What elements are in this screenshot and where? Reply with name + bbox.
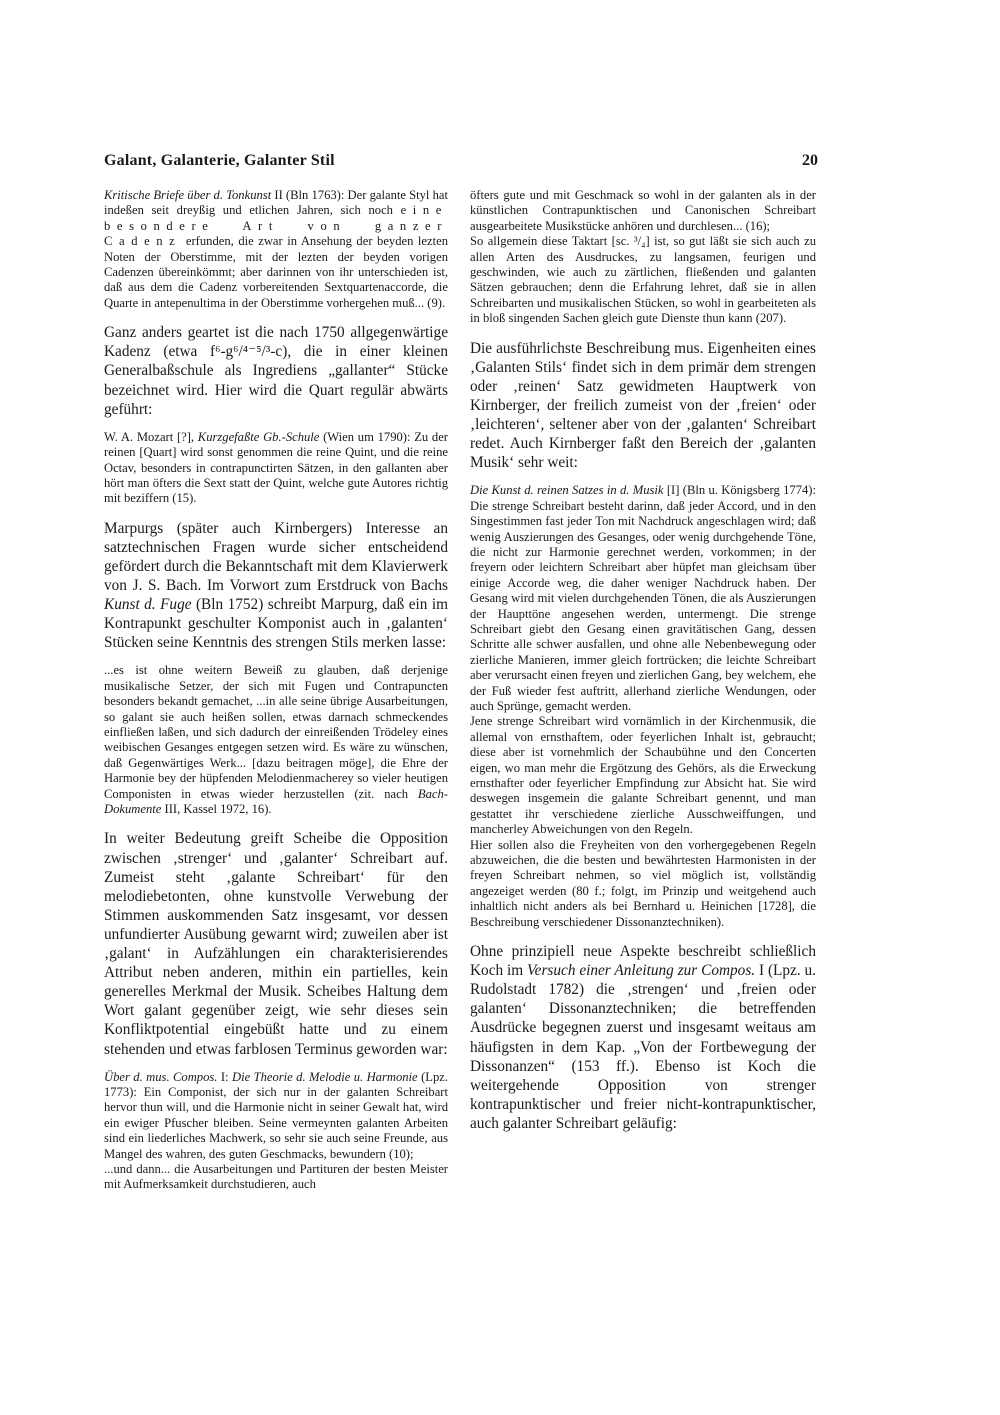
- source-title: Kritische Briefe über d. Tonkunst: [104, 188, 272, 202]
- source-title: Bach-Dokumente: [104, 786, 448, 817]
- body-paragraph-kadenz: Ganz anders geartet ist die nach 1750 allgegenwärtige Kadenz (etwa f⁶-g⁶/⁴⁻⁵/³-c), die in einer kleinen Generalbaßschule als Ingrediens „gallanter“ Stücke bezeichnet wird. Hier wird die Quart regulär abwärts geführt:: [104, 324, 448, 418]
- source-title: Kurzgefaßte Gb.-Schule: [197, 429, 320, 444]
- source-title: Über d. mus. Compos.: [104, 1069, 218, 1084]
- body-paragraph-kirnberger: Die ausführlichste Beschreibung mus. Eigenheiten eines ‚Galanten Stils‘ findet sich in dem primär dem strengen oder ‚reinen‘ Satz gewidmeten Hauptwerk von Kirnberger, der freilich zumeist von der ‚freien‘ oder ‚leichteren‘, seltener aber von der ‚galanten‘ Schreibart redet. Auch Kirnberger faßt den Bereich der ‚galanten Musik‘ sehr weit:: [470, 339, 816, 472]
- quote-kirnberger-kunst: Die Kunst d. reinen Satzes in d. Musik [I] (Bln u. Königsberg 1774): Die strenge Schreibart besteht darinn, daß jeder Accord, und in den Singestimmen fast jeder Ton mit Nachdruck angeschlagen wird; daß wenig Auszierungen des Gesanges, oder wenig durchgehende Töne, die nicht zur Harmonie gerechnet werden, vorkommen; in der freyern oder leichtern Schreibart aber hüpfet man gleichsam über einige Accorde weg, die daher weniger Nachdruck haben. Der Gesang wird mit vielen durchgehenden Tönen, die als Auszierungen der Haupttöne angesehen werden, untermengt. Die strenge Schreibart giebt den Gesang einen gravitätischen Gang, dessen Schritte alle schwer ausfallen, und ohne alle Nebenbewegung oder zierliche Manieren, immer gleich fortrücken; die leichte Schreibart aber verursacht einen freyen und zierlichen Gang, bey welchem, ehe der Fuß wieder fest auftritt, allerhand zierliche Wendungen, oder auch Sprünge, gemacht werden.: [470, 483, 816, 713]
- quote-kritische-briefe: Kritische Briefe über d. Tonkunst II (Bln 1763): Der galante Styl hat indeßen seit dreyßig und etlichen Jahren, sich noch eine besondere Art von ganzer Cadenz erfunden, die zwar in Ansehung der beyden lezten Noten der Oberstimme, mit der lezten der beyden vorigen Cadenzen übereinkömmt; aber darinnen von ihr unterschieden ist, daß aus dem die Cadenz vorbereitenden Sextquartenaccorde, die Quarte in antepenultima in der Oberstimme vorhergehen muß... (9).: [104, 188, 448, 310]
- quote-scheibe-continued: ...und dann... die Ausarbeitungen und Partituren der besten Meister mit Aufmerksamkeit durchstudieren, auch: [104, 1162, 448, 1192]
- quote-scheibe-compos: Über d. mus. Compos. I: Die Theorie d. Melodie u. Harmonie (Lpz. 1773): Ein Componist, der sich nur in der galanten Schreibart hervor thun will, und die Harmonie nicht in seiner Gewalt hat, wird ein ewiger Pfuscher bleiben. Seine vermeynten galanten Arbeiten sind ein liederliches Machwerk, so sehr sie auch seine Freunde, aus Mangel des wahren, des guten Geschmacks, bewundern (10);: [104, 1069, 448, 1161]
- quote-marpurg-vorwort: ...es ist ohne weitern Beweiß zu glauben, daß derjenige musikalische Setzer, der sich mit Fugen und Contrapuncten besonders bekandt gemachet, ...in alle seine übrige Ausarbeitungen, so galant sie auch heißen sollen, etwas darnach schmeckendes einfließen laßen, und sich dadurch der einreißenden Trödeley eines weibischen Gesanges entgegen setzen wird. Es wäre zu wünschen, daß Gegenwärtiges Werk... [dazu beitragen möge], die Ehre der Harmonie bey der hüpfenden Melodienmacherey so vieler heutigen Componisten in etwas wieder herzustellen (zit. nach Bach-Dokumente III, Kassel 1972, 16).: [104, 663, 448, 817]
- quote-kirnberger-freyheiten: Hier sollen also die Freyheiten von den vorhergegebenen Regeln abzuweichen, die die besten und bewährtesten Harmonisten in der freyen Schreibart nehmen, so viel möglich ist, vollständig angezeiget werden (80 f.; folgt, im Prinzip und weitgehend auch inhaltlich nicht anders als bei Bernhard u. Heinichen [1728], die Beschreibung verschiedener Dissonanztechniken).: [470, 837, 816, 929]
- quote-mozart-gb-schule: W. A. Mozart [?], Kurzgefaßte Gb.-Schule (Wien um 1790): Zu der reinen [Quart] wird sonst genommen die reine Quint, und die reine Octav, besonders in contrapunctirten Sätzen, in den gallanten aber hört man öfters die Sext statt der Quint, welche gute Autores richtig mit beziffern (15).: [104, 429, 448, 506]
- work-title: Kunst d. Fuge: [104, 596, 192, 614]
- page-number: 20: [802, 152, 818, 169]
- quote-scheibe-continuation: öfters gute und mit Geschmack so wohl in der galanten als in der künstlichen Contrapunktischen und Canonischen Schreibart ausgearbeitete Musikstücke anhören und durchlesen... (16);: [470, 188, 816, 233]
- spaced-emphasis: eine besondere Art von ganzer Cadenz: [104, 203, 448, 249]
- source-title: Die Kunst d. reinen Satzes in d. Musik: [470, 483, 664, 498]
- body-paragraph-scheibe: In weiter Bedeutung greift Scheibe die Opposition zwischen ‚strenger‘ und ‚galanter‘ Schreibart auf. Zumeist steht ‚galante Schreibart‘ für den melodiebetonten, ohne kunstvolle Verwebung der Stimmen auskommenden Satz insgesamt, vor dessen unfundierter Ausübung gewarnt wird; zuweilen aber ist ‚galant‘ in Aufzählungen ein charakterisierendes Attribut neben anderen, mithin ein partielles, kein generelles Merkmal der Musik. Scheibes Haltung dem Wort galant gegenüber zeigt, wie sehr dieses sein Konfliktpotential eingebüßt hatte und zu einem stehenden und etwas farblosen Terminus geworden war:: [104, 830, 448, 1058]
- source-title: Die Theorie d. Melodie u. Harmonie: [231, 1069, 418, 1084]
- work-title: Versuch einer Anleitung zur Compos.: [527, 962, 756, 980]
- body-paragraph-koch: Ohne prinzipiell neue Aspekte beschreibt schließlich Koch im Versuch einer Anleitung zur Compos. I (Lpz. u. Rudolstadt 1782) die ‚strengen‘ und ‚freien oder galanten‘ Dissonanztechniken; die betreffenden Ausdrücke begegnen zuerst und insgesamt weitaus am häufigsten in dem Kap. „Von der Fortbewegung der Dissonanzen“ (153 ff.). Ebenso ist Koch die weitergehende Opposition von strenger kontrapunktischer und freier nicht-kontrapunktischer, auch galanter Schreibart geläufig:: [470, 943, 816, 1132]
- left-column: [104, 188, 448, 1193]
- body-paragraph-marpurg: Marpurgs (später auch Kirnbergers) Interesse an satztechnischen Fragen wurde sicher entscheidend gefördert durch die Bekanntschaft mit dem Klavierwerk von J. S. Bach. Im Vorwort zum Erstdruck von Bachs Kunst d. Fuge (Bln 1752) schreibt Marpurg, daß ein im Kontrapunkt geschulter Komponist auch in ‚galanten‘ Stücken seine Kenntnis des strengen Stils merken lasse:: [104, 519, 448, 652]
- running-title: Galant, Galanterie, Galanter Stil: [104, 152, 335, 169]
- right-column: [470, 188, 816, 1144]
- quote-kirnberger-kirchenmusik: Jene strenge Schreibart wird vornämlich in der Kirchenmusik, die allemal von ernsthaftem, oder feyerlichen Inhalt ist, gebraucht; diese aber ist vornehmlich der Schaubühne und den Concerten eigen, wo man mehr die Ergötzung des Gehörs, als die Erweckung ernsthafter oder feyerlicher Empfindung zur Absicht hat. Sie wird deswegen insgemein die galante Schreibart genennt, und man gestattet ihr verschiedene zierliche Ausschweiffungen, und mancherley Abweichungen von den Regeln.: [470, 714, 816, 837]
- quote-taktart: So allgemein diese Taktart [sc. ³/₄] ist, so gut läßt sie sich auch zu allen Arten des Ausdruckes, zu langsamen, feurigen und geschwinden, wie auch zu zärtlichen, fließenden und galanten Sätzen gebrauchen; denn die Erfahrung lehret, daß sie in allen Schreibarten und musikalischen Stücken, so wohl in gearbeiteten als in bloß singenden Sachen gleich gute Dienste thun kann (207).: [470, 234, 816, 326]
